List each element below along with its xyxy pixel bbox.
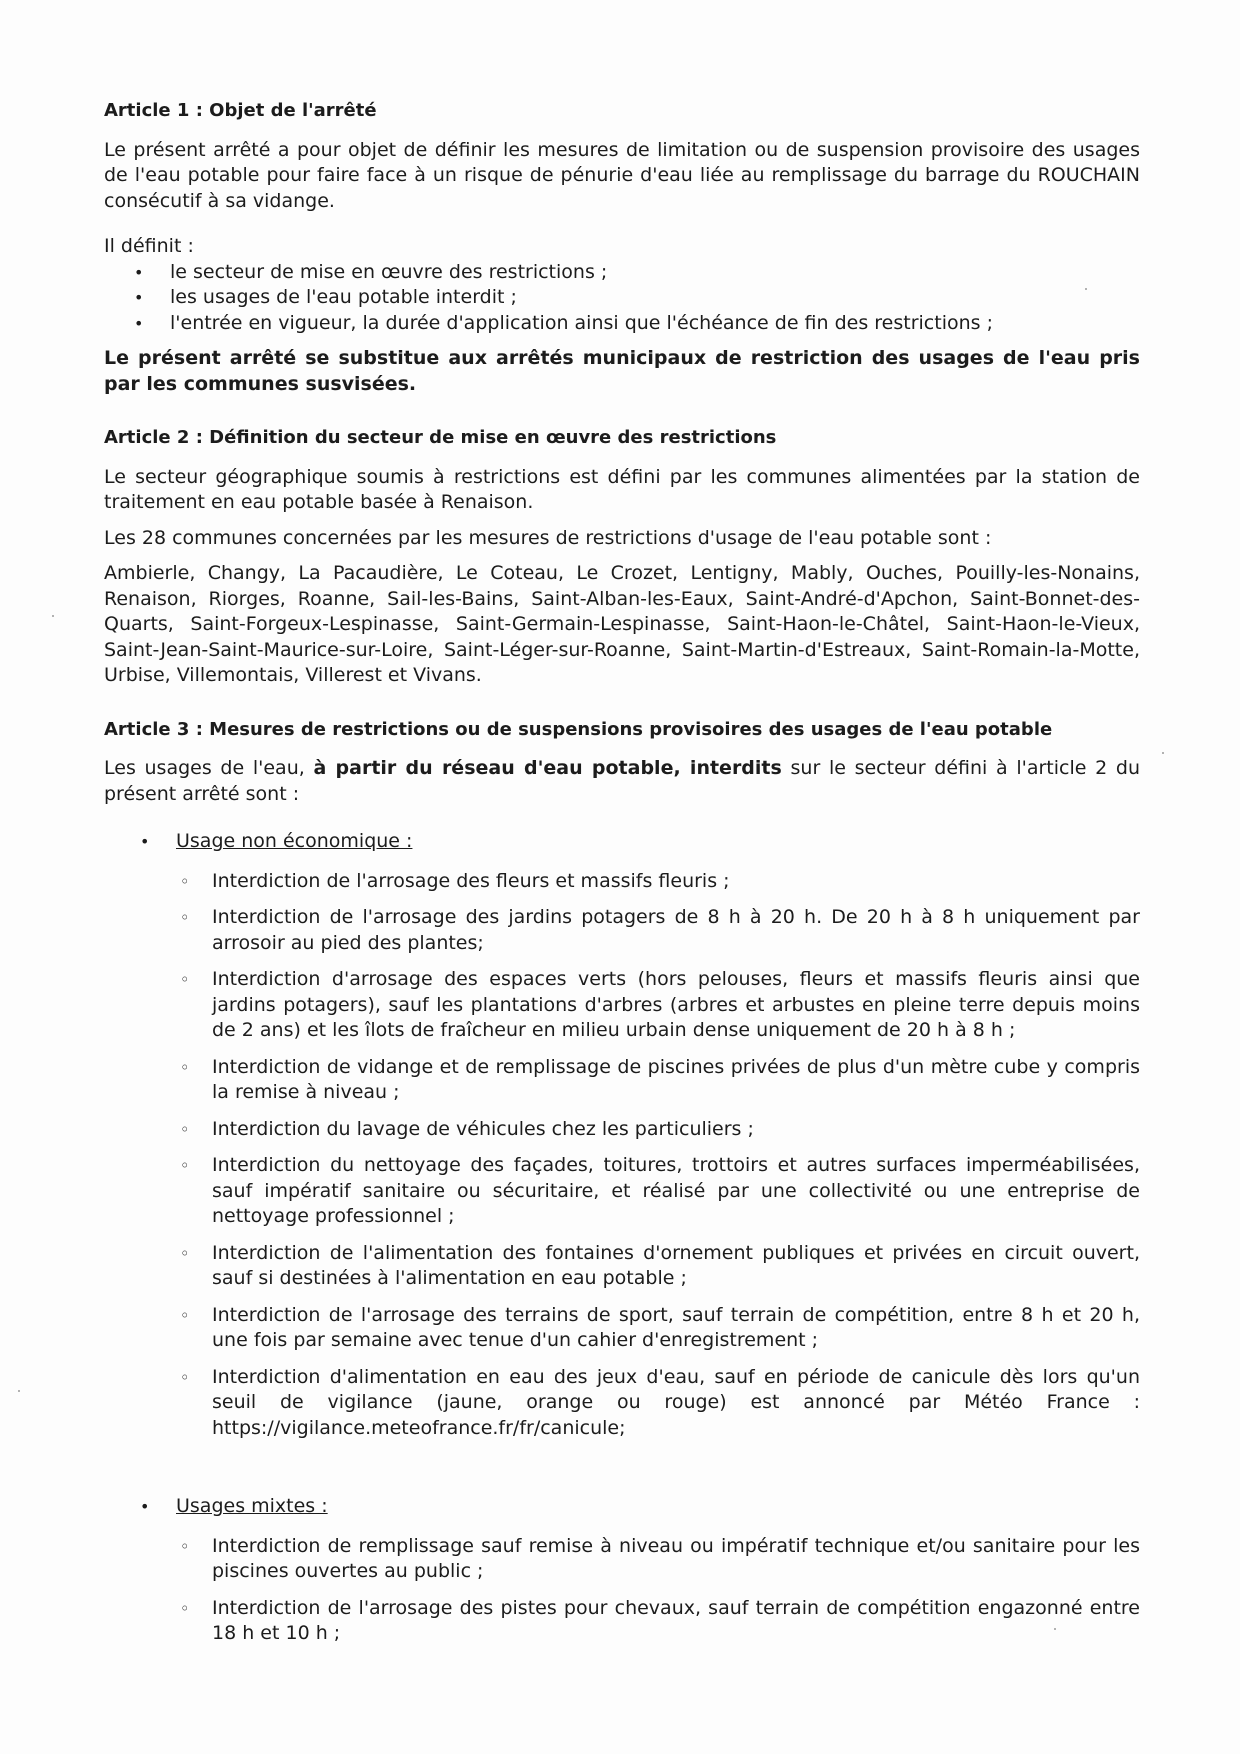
scan-speck: [1054, 1628, 1056, 1630]
scan-speck: [1162, 752, 1164, 754]
scan-speck: [18, 1390, 20, 1392]
mixed-category: [140, 1494, 1140, 1520]
mixed-list: [104, 1534, 1140, 1647]
list-item: ◦ Interdiction de l'arrosage des fleurs et massifs fleuris ;: [212, 869, 1140, 895]
article-3-intro-bold: à partir du réseau d'eau potable, interdits: [313, 757, 782, 779]
article-1-substitution: Le présent arrêté se substitue aux arrêtés municipaux de restriction des usages de l'eau pris par les communes susvisées.: [104, 347, 1140, 395]
document-body: [104, 98, 1140, 1658]
list-item: • les usages de l'eau potable interdit ;: [134, 285, 1140, 311]
list-item: ◦ Interdiction d'alimentation en eau des jeux d'eau, sauf en période de canicule dès lors qu'un seuil de vigilance (jaune, orange ou rouge) est annoncé par Météo France : https://vigilance.meteofrance.fr/fr/canicule;: [212, 1365, 1140, 1442]
list-item: ◦ Interdiction de l'alimentation des fontaines d'ornement publiques et privées en circuit ouvert, sauf si destinées à l'alimentation en eau potable ;: [212, 1241, 1140, 1292]
list-item: ◦ Interdiction du nettoyage des façades, toitures, trottoirs et autres surfaces imperméabilisées, sauf impératif sanitaire ou sécuritaire, et réalisé par une collectivité ou une entreprise de nettoyage professionnel ;: [212, 1153, 1140, 1230]
article-3-intro-end: sur le secteur défini à l'article 2 du présent arrêté sont :: [104, 757, 1140, 805]
article-2-sector: Le secteur géographique soumis à restrictions est défini par les communes alimentées par la station de traitement en eau potable basée à Renaison.: [104, 465, 1140, 513]
list-item: ◦ Interdiction de remplissage sauf remise à niveau ou impératif technique et/ou sanitaire pour les piscines ouvertes au public ;: [212, 1534, 1140, 1585]
article-3-intro-start: Les usages de l'eau,: [104, 757, 314, 779]
article-1-bullet-list: [104, 260, 1140, 337]
non-economic-category: [140, 829, 1140, 855]
article-3-intro: [104, 756, 1140, 807]
non-economic-label: Usage non économique :: [176, 830, 413, 852]
list-item: ◦ Interdiction de l'arrosage des pistes pour chevaux, sauf terrain de compétition engazonné entre 18 h et 10 h ;: [212, 1596, 1140, 1647]
article-1-heading: Article 1 : Objet de l'arrêté: [104, 100, 377, 121]
scan-speck: [1085, 288, 1087, 290]
article-3-heading: Article 3 : Mesures de restrictions ou de suspensions provisoires des usages de l'eau potable: [104, 718, 1053, 740]
list-item: • l'entrée en vigueur, la durée d'application ainsi que l'échéance de fin des restrictions ;: [134, 311, 1140, 337]
scan-speck: [52, 615, 54, 617]
article-2-communes: Ambierle, Changy, La Pacaudière, Le Coteau, Le Crozet, Lentigny, Mably, Ouches, Pouilly-les-Nonains, Renaison, Riorges, Roanne, Sail-les-Bains, Saint-Alban-les-Eaux, Saint-André-d'Apchon, Saint-Bonnet-des-Quarts, Saint-Forgeux-Lespinasse, Saint-Germain-Lespinasse, Saint-Haon-le-Châtel, Saint-Haon-le-Vieux, Saint-Jean-Saint-Maurice-sur-Loire, Saint-Léger-sur-Roanne, Saint-Martin-d'Estreaux, Saint-Romain-la-Motte, Urbise, Villemontais, Villerest et Vivans.: [104, 562, 1140, 686]
article-1-defines-label: Il définit :: [104, 235, 194, 257]
non-economic-list: [104, 869, 1140, 1442]
list-item: ◦ Interdiction de l'arrosage des jardins potagers de 8 h à 20 h. De 20 h à 8 h uniquement par arrosoir au pied des plantes;: [212, 905, 1140, 956]
article-2-count-line: Les 28 communes concernées par les mesures de restrictions d'usage de l'eau potable sont :: [104, 526, 992, 549]
list-item: ◦ Interdiction de l'arrosage des terrains de sport, sauf terrain de compétition, entre 8 h et 20 h, une fois par semaine avec tenue d'un cahier d'enregistrement ;: [212, 1303, 1140, 1354]
article-1-intro: Le présent arrêté a pour objet de définir les mesures de limitation ou de suspension provisoire des usages de l'eau potable pour faire face à un risque de pénurie d'eau liée au remplissage du barrage du ROUCHAIN consécutif à sa vidange.: [104, 138, 1140, 212]
article-2-heading: Article 2 : Définition du secteur de mise en œuvre des restrictions: [104, 427, 777, 448]
list-item: ◦ Interdiction du lavage de véhicules chez les particuliers ;: [212, 1117, 1140, 1143]
list-item: • le secteur de mise en œuvre des restrictions ;: [134, 260, 1140, 286]
mixed-label: Usages mixtes :: [176, 1495, 328, 1517]
list-item: ◦ Interdiction d'arrosage des espaces verts (hors pelouses, fleurs et massifs fleuris ainsi que jardins potagers), sauf les plantations d'arbres (arbres et arbustes en pleine terre depuis moins de 2 ans) et les îlots de fraîcheur en milieu urbain dense uniquement de 20 h à 8 h ;: [212, 967, 1140, 1044]
list-item: ◦ Interdiction de vidange et de remplissage de piscines privées de plus d'un mètre cube y compris la remise à niveau ;: [212, 1055, 1140, 1106]
